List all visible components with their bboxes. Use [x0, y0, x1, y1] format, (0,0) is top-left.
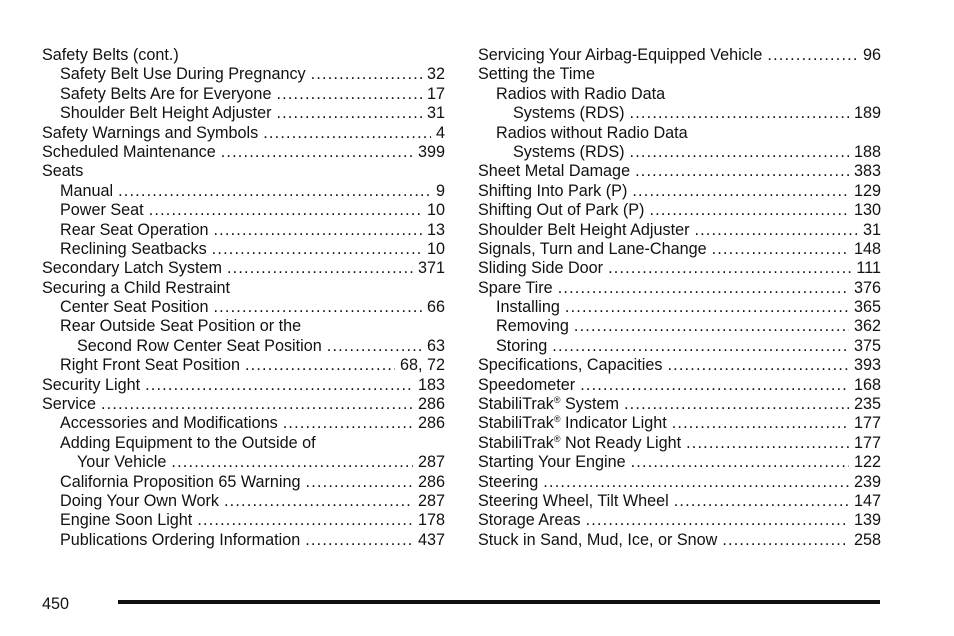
- entry-page: 66: [426, 298, 445, 317]
- entry-page: 31: [862, 220, 881, 239]
- index-entry: [478, 143, 881, 162]
- entry-page: 287: [417, 491, 445, 510]
- index-entry: [478, 162, 881, 181]
- dot-leader: [311, 65, 422, 84]
- dot-leader: [306, 473, 413, 492]
- entry-label: Your Vehicle: [77, 453, 167, 472]
- index-entry: [478, 511, 881, 530]
- index-entry: [478, 65, 881, 84]
- index-entry: [478, 221, 881, 240]
- entry-label: Systems (RDS): [513, 142, 625, 161]
- dot-leader: [630, 143, 849, 162]
- entry-page: 10: [426, 201, 445, 220]
- page-number: 450: [42, 595, 70, 613]
- index-entry: [42, 376, 445, 395]
- entry-label: Signals, Turn and Lane-Change: [478, 239, 707, 258]
- entry-page: 177: [853, 414, 881, 433]
- dot-leader: [667, 356, 849, 375]
- entry-label: Shifting Into Park (P): [478, 181, 628, 200]
- entry-page: 399: [417, 142, 445, 161]
- dot-leader: [624, 395, 849, 414]
- index-entry: [478, 182, 881, 201]
- index-entry: [42, 162, 445, 181]
- entry-label: Starting Your Engine: [478, 453, 626, 472]
- entry-label: Steering Wheel, Tilt Wheel: [478, 491, 669, 510]
- dot-leader: [635, 162, 849, 181]
- dot-leader: [543, 473, 849, 492]
- dot-leader: [558, 279, 849, 298]
- index-entry: [42, 492, 445, 511]
- dot-leader: [197, 511, 413, 530]
- dot-leader: [263, 124, 431, 143]
- entry-page: 437: [417, 530, 445, 549]
- index-entry: [42, 182, 445, 201]
- entry-label: Shifting Out of Park (P): [478, 201, 645, 220]
- dot-leader: [686, 434, 849, 453]
- entry-label: Power Seat: [60, 201, 144, 220]
- dot-leader: [712, 240, 849, 259]
- entry-label: Second Row Center Seat Position: [77, 336, 322, 355]
- entry-label: Rear Seat Operation: [60, 220, 209, 239]
- index-entry: [42, 143, 445, 162]
- entry-page: 129: [853, 181, 881, 200]
- dot-leader: [245, 356, 395, 375]
- index-entry: [478, 414, 881, 433]
- entry-label: Specifications, Capacities: [478, 356, 663, 375]
- entry-page: 32: [426, 65, 445, 84]
- index-entry: [478, 531, 881, 550]
- entry-label: Sheet Metal Damage: [478, 162, 631, 181]
- index-entry: [42, 414, 445, 433]
- entry-label: Stuck in Sand, Mud, Ice, or Snow: [478, 530, 718, 549]
- index-entry: [478, 201, 881, 220]
- dot-leader: [632, 182, 849, 201]
- dot-leader: [171, 453, 413, 472]
- entry-label: Safety Belt Use During Pregnancy: [60, 65, 306, 84]
- entry-page: 139: [853, 511, 881, 530]
- entry-label: Speedometer: [478, 375, 576, 394]
- dot-leader: [276, 104, 422, 123]
- index-entry: [478, 317, 881, 336]
- entry-page: 96: [862, 46, 881, 64]
- dot-leader: [212, 240, 422, 259]
- index-entry: [42, 221, 445, 240]
- entry-page: 17: [426, 84, 445, 103]
- entry-label: Right Front Seat Position: [60, 356, 240, 375]
- entry-label: Storage Areas: [478, 511, 581, 530]
- index-column-right: [478, 46, 881, 550]
- dot-leader: [631, 453, 849, 472]
- entry-page: 188: [853, 142, 881, 161]
- entry-page: 362: [853, 317, 881, 336]
- dot-leader: [305, 531, 413, 550]
- entry-label: Shoulder Belt Height Adjuster: [60, 104, 272, 123]
- index-entry: [478, 279, 881, 298]
- entry-label: Safety Belts Are for Everyone: [60, 84, 272, 103]
- registered-mark: ®: [553, 433, 561, 444]
- index-entry: [478, 473, 881, 492]
- entry-page: 258: [853, 530, 881, 549]
- entry-label: Steering: [478, 472, 539, 491]
- dot-leader: [580, 376, 849, 395]
- entry-label: Sliding Side Door: [478, 259, 604, 278]
- entry-page: 287: [417, 453, 445, 472]
- entry-page: 111: [856, 259, 881, 278]
- entry-page: 9: [435, 181, 445, 200]
- entry-label: StabiliTrak® Indicator Light: [478, 414, 667, 433]
- dot-leader: [574, 317, 849, 336]
- dot-leader: [276, 85, 422, 104]
- entry-label: Security Light: [42, 375, 141, 394]
- entry-label: Manual: [60, 181, 114, 200]
- dot-leader: [213, 298, 422, 317]
- entry-label: Securing a Child Restraint: [42, 278, 231, 297]
- dot-leader: [565, 298, 849, 317]
- index-entry: [478, 453, 881, 472]
- entry-page: 286: [417, 395, 445, 414]
- index-entry: [42, 124, 445, 143]
- entry-label: Radios with Radio Data: [496, 84, 666, 103]
- dot-leader: [227, 259, 413, 278]
- entry-label: Shoulder Belt Height Adjuster: [478, 220, 690, 239]
- entry-label: California Proposition 65 Warning: [60, 472, 301, 491]
- index-entry: [478, 46, 881, 65]
- index-entry: [42, 65, 445, 84]
- entry-label: Spare Tire: [478, 278, 553, 297]
- index-entry: [42, 395, 445, 414]
- index-entry: [42, 356, 445, 375]
- index-entry: [478, 434, 881, 453]
- entry-page: 375: [853, 336, 881, 355]
- entry-label: Safety Belts (cont.): [42, 46, 179, 64]
- index-entry: [478, 85, 881, 104]
- entry-label: Safety Warnings and Symbols: [42, 123, 259, 142]
- entry-label: Removing: [496, 317, 569, 336]
- entry-label: Publications Ordering Information: [60, 530, 301, 549]
- index-entry: [42, 104, 445, 123]
- dot-leader: [118, 182, 431, 201]
- entry-label: Rear Outside Seat Position or the: [60, 317, 302, 336]
- index-entry: [42, 317, 445, 336]
- index-entry: [478, 124, 881, 143]
- index-entry: [42, 85, 445, 104]
- index-entry: [42, 240, 445, 259]
- entry-page: 286: [417, 414, 445, 433]
- entry-label: Service: [42, 395, 96, 414]
- index-entry: [42, 201, 445, 220]
- entry-page: 10: [426, 239, 445, 258]
- dot-leader: [674, 492, 849, 511]
- dot-leader: [101, 395, 413, 414]
- entry-page: 376: [853, 278, 881, 297]
- entry-page: 286: [417, 472, 445, 491]
- entry-page: 235: [853, 395, 881, 414]
- entry-page: 365: [853, 298, 881, 317]
- entry-label: Servicing Your Airbag-Equipped Vehicle: [478, 46, 763, 64]
- dot-leader: [649, 201, 849, 220]
- dot-leader: [149, 201, 422, 220]
- index-entry: [42, 434, 445, 453]
- entry-label: Secondary Latch System: [42, 259, 222, 278]
- dot-leader: [221, 143, 413, 162]
- index-entry: [478, 376, 881, 395]
- dot-leader: [767, 46, 858, 65]
- index-entry: [42, 46, 445, 65]
- registered-mark: ®: [553, 414, 561, 425]
- index-entry: [42, 298, 445, 317]
- entry-page: 183: [417, 375, 445, 394]
- entry-label: Storing: [496, 336, 548, 355]
- entry-label: Center Seat Position: [60, 298, 209, 317]
- entry-page: 189: [853, 104, 881, 123]
- index-entry: [42, 473, 445, 492]
- entry-label: StabiliTrak® System: [478, 395, 619, 414]
- index-entry: [42, 511, 445, 530]
- index-entry: [42, 337, 445, 356]
- entry-page: 239: [853, 472, 881, 491]
- entry-page: 63: [426, 336, 445, 355]
- index-entry: [478, 337, 881, 356]
- index-entry: [478, 492, 881, 511]
- entry-page: 31: [426, 104, 445, 123]
- index-entry: [478, 356, 881, 375]
- index-entry: [42, 531, 445, 550]
- entry-label: Setting the Time: [478, 65, 595, 84]
- entry-label: Installing: [496, 298, 560, 317]
- registered-mark: ®: [553, 395, 561, 406]
- entry-label: Accessories and Modifications: [60, 414, 278, 433]
- entry-label: Adding Equipment to the Outside of: [60, 433, 316, 452]
- entry-page: 4: [435, 123, 445, 142]
- entry-label: Seats: [42, 162, 84, 181]
- dot-leader: [694, 221, 858, 240]
- dot-leader: [722, 531, 849, 550]
- entry-page: 147: [853, 491, 881, 510]
- entry-label: Reclining Seatbacks: [60, 239, 207, 258]
- index-entry: [478, 298, 881, 317]
- dot-leader: [145, 376, 413, 395]
- entry-label: Scheduled Maintenance: [42, 142, 216, 161]
- dot-leader: [213, 221, 422, 240]
- entry-page: 168: [853, 375, 881, 394]
- entry-page: 371: [417, 259, 445, 278]
- dot-leader: [327, 337, 422, 356]
- index-entry: [478, 104, 881, 123]
- dot-leader: [586, 511, 849, 530]
- entry-label: StabiliTrak® Not Ready Light: [478, 433, 682, 452]
- entry-label: Engine Soon Light: [60, 511, 193, 530]
- dot-leader: [608, 259, 851, 278]
- footer-rule: [118, 600, 880, 604]
- entry-page: 130: [853, 201, 881, 220]
- index-entry: [42, 279, 445, 298]
- dot-leader: [224, 492, 413, 511]
- dot-leader: [552, 337, 849, 356]
- entry-page: 122: [853, 453, 881, 472]
- entry-page: 393: [853, 356, 881, 375]
- index-entry: [42, 259, 445, 278]
- entry-label: Doing Your Own Work: [60, 491, 219, 510]
- entry-page: 177: [853, 433, 881, 452]
- entry-page: 68, 72: [399, 356, 445, 375]
- index-entry: [478, 259, 881, 278]
- index-entry: [478, 240, 881, 259]
- entry-page: 383: [853, 162, 881, 181]
- index-entry: [478, 395, 881, 414]
- entry-page: 13: [426, 220, 445, 239]
- index-column-left: [42, 46, 445, 550]
- index-entry: [42, 453, 445, 472]
- entry-label: Radios without Radio Data: [496, 123, 688, 142]
- dot-leader: [672, 414, 849, 433]
- dot-leader: [630, 104, 849, 123]
- dot-leader: [283, 414, 413, 433]
- entry-page: 148: [853, 239, 881, 258]
- entry-label: Systems (RDS): [513, 104, 625, 123]
- entry-page: 178: [417, 511, 445, 530]
